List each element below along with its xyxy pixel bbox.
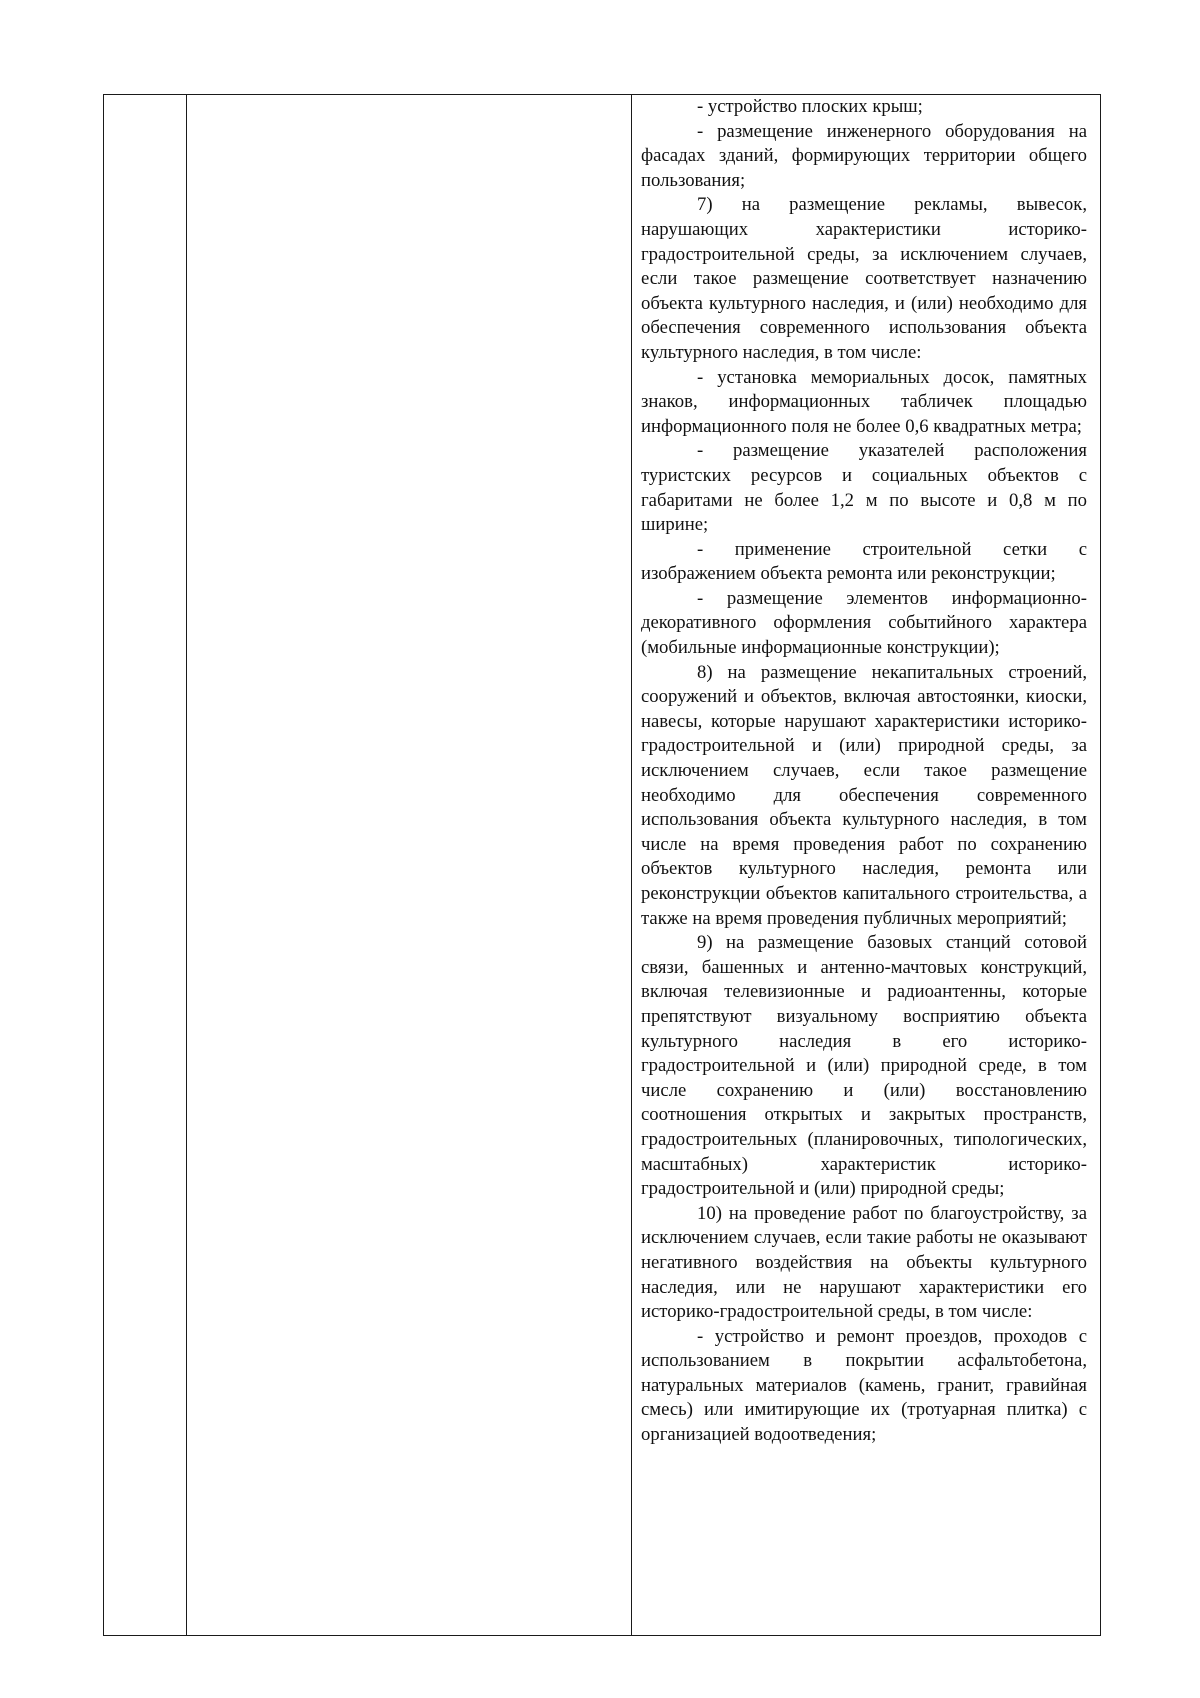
paragraph: - размещение указателей расположения туристских ресурсов и социальных объектов с габаритами не более 1,2 м по высоте и 0,8 м по ширине; [641, 440, 1087, 536]
paragraph: 8) на размещение некапитальных строений, сооружений и объектов, включая автостоянки, киоски, навесы, которые нарушают характеристики историко-градостроительной и (или) природной среды, за исключением случаев, если такое размещение необходимо для обеспечения современного использования объекта культурного наследия, в том числе на время проведения работ по сохранению объектов культурного наследия, ремонта или реконструкции объектов капитального строительства, а также на время проведения публичных мероприятий; [641, 661, 1087, 929]
paragraph: 9) на размещение базовых станций сотовой связи, башенных и антенно-мачтовых конструкций, включая телевизионные и радиоантенны, которые препятствуют визуальному восприятию объекта культурного наследия в его историко-градостроительной и (или) природной среде, в том числе сохранению и (или) восстановлению соотношения открытых и закрытых пространств, градостроительных (планировочных, типологических, масштабных) характеристик историко-градостроительной и (или) природной среды; [641, 932, 1087, 1200]
paragraph: - размещение инженерного оборудования на фасадах зданий, формирующих территории общего пользования; [641, 120, 1087, 191]
paragraph: - установка мемориальных досок, памятных знаков, информационных табличек площадью информационного поля не более 0,6 квадратных метра; [641, 366, 1087, 437]
paragraph: - размещение элементов информационно-декоративного оформления событийного характера (мобильные информационные конструкции); [641, 587, 1087, 659]
column-divider [186, 95, 187, 1635]
paragraph: 10) на проведение работ по благоустройству, за исключением случаев, если такие работы не оказывают негативного воздействия на объекты культурного наследия, или не нарушают характеристики его историко-градостроительной среды, в том числе: [641, 1202, 1087, 1323]
paragraph: 7) на размещение рекламы, вывесок, нарушающих характеристики историко-градостроительной среды, за исключением случаев, если такое размещение соответствует назначению объекта культурного наследия, и (или) необходимо для обеспечения современного использования объекта культурного наследия, в том числе: [641, 194, 1087, 363]
paragraph: - применение строительной сетки с изображением объекта ремонта или реконструкции; [641, 538, 1087, 585]
column-divider [631, 95, 632, 1635]
table-cell-text-column [641, 95, 1087, 1448]
table-cell-number-column [104, 95, 186, 1635]
paragraph: - устройство и ремонт проездов, проходов с использованием в покрытии асфальтобетона, натуральных материалов (камень, гранит, гравийная смесь) или имитирующие их (тротуарная плитка) с организацией водоотведения; [641, 1325, 1087, 1446]
table-cell-middle-column [188, 95, 631, 1635]
paragraph: - устройство плоских крыш; [697, 96, 923, 117]
document-table [103, 94, 1101, 1636]
